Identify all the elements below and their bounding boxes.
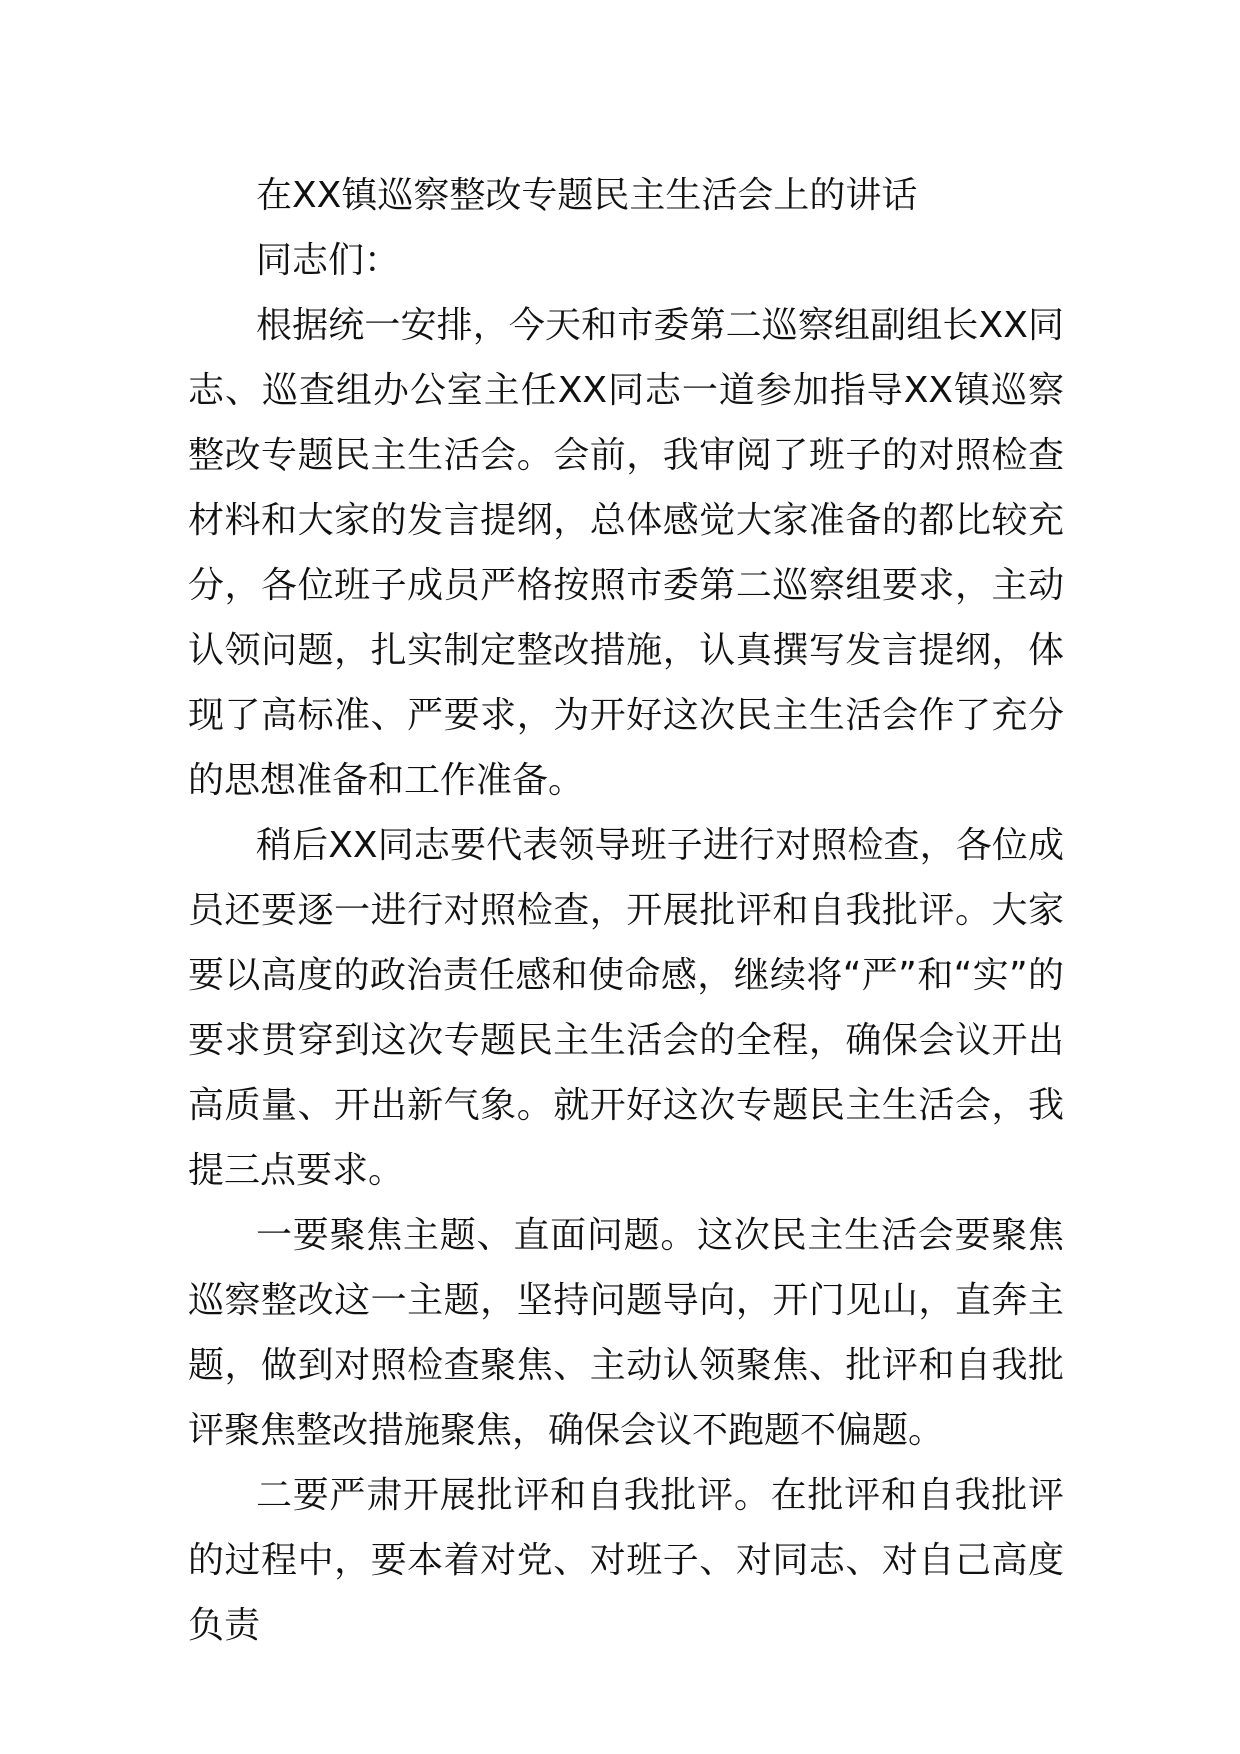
paragraph-3: 一要聚焦主题、直面问题。这次民主生活会要聚焦巡察整改这一主题，坚持问题导向，开门见山，直奔主题，做到对照检查聚焦、主动认领聚焦、批评和自我批评聚焦整改措施聚焦，确保会议不跑题不偏题。 [188,1215,1064,1451]
salutation: 同志们： [256,240,401,281]
paragraph-1: 根据统一安排，今天和市委第二巡察组副组长XX同志、巡查组办公室主任XX同志一道参加指导XX镇巡察整改专题民主生活会。会前，我审阅了班子的对照检查材料和大家的发言提纲，总体感觉大家准备的都比较充分，各位班子成员严格按照市委第二巡察组要求，主动认领问题，扎实制定整改措施，认真撰写发言提纲，体现了高标准、严要求，为开好这次民主生活会作了充分的思想准备和工作准备。 [188,305,1064,801]
document-title: 在XX镇巡察整改专题民主生活会上的讲话 [256,175,918,216]
paragraph-2: 稍后XX同志要代表领导班子进行对照检查，各位成员还要逐一进行对照检查，开展批评和自我批评。大家要以高度的政治责任感和使命感，继续将“严”和“实”的要求贯穿到这次专题民主生活会的全程，确保会议开出高质量、开出新气象。就开好这次专题民主生活会，我提三点要求。 [188,825,1064,1191]
document-body [188,163,1064,1658]
paragraph-4: 二要严肃开展批评和自我批评。在批评和自我批评的过程中，要本着对党、对班子、对同志、对自己高度负责 [188,1475,1064,1646]
